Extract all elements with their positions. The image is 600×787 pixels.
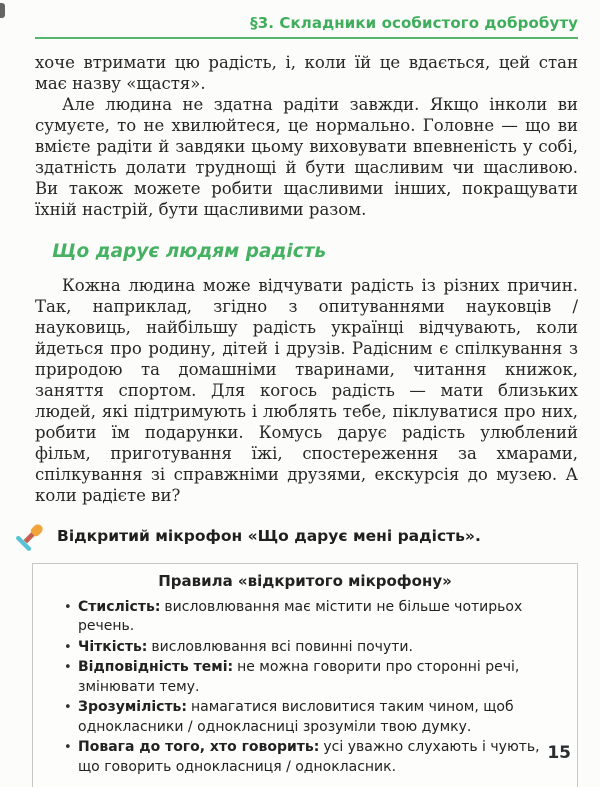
activity-label: Відкритий мікрофон «Що дарує мені радість». [57, 527, 481, 545]
rule-item [64, 638, 562, 658]
rule-item [64, 698, 562, 737]
rules-list [48, 598, 562, 778]
rule-text: усі уважно слухають і чують, що говорить однокласниця / однокласник. [78, 739, 540, 775]
section-subheading: Що дарує людям радість [52, 241, 327, 262]
rule-text: не можна говорити про сторонні речі, змінювати тему. [78, 659, 520, 695]
rule-text: висловлювання всі повинні почути. [151, 638, 413, 655]
rule-text: висловлювання має містити не більше чотирьох речень. [78, 598, 523, 634]
rule-term: Зрозумілість: [78, 699, 188, 715]
running-header-title: §3. Складники особистого добробуту [250, 14, 578, 32]
rule-term: Стислість: [78, 598, 161, 615]
paragraph: Але людина не здатна радіти завжди. Якщо інколи ви сумуєте, то не хвилюйтеся, це нормально. Головне — що ви вмієте радіти й завдяки цьому виховувати впевненість у собі, здатність долати труднощі й бути щасливим чи щасливою. Ви також можете робити щасливими інших, покращувати їхній настрій, бути щасливими разом. [35, 95, 578, 219]
rules-box-title: Правила «відкритого мікрофону» [158, 572, 452, 590]
activity-row [14, 519, 578, 553]
rule-item [64, 598, 562, 637]
rule-text: намагатися висловитися таким чином, щоб однокласники / однокласниці зрозуміли твою думку. [78, 699, 514, 735]
body-text [35, 275, 578, 506]
paragraph: хоче втримати цю радість, і, коли їй це вдається, цей стан має назву «щастя». [35, 53, 578, 93]
rule-term: Відповідність темі: [78, 659, 234, 675]
page-number: 15 [547, 743, 571, 763]
paragraph: Кожна людина може відчувати радість із різних причин. Так, наприклад, згідно з опитуваннями науковців / науковиць, найбільшу радість українці відчувають, коли йдеться про родину, дітей і друзів. Радісним є спілкування з природою та домашніми тваринами, читання книжок, заняття спортом. Для когось радість — мати близьких людей, які підтримують і люблять тебе, піклуватися про них, робити їм подарунки. Комусь дарує радість улюблений фільм, приготування їжі, спостереження за хмарами, спілкування зі справжніми друзями, екскурсія до музею. А коли радієте ви? [35, 276, 578, 505]
rules-box [32, 563, 578, 787]
scan-edge-artifact [0, 3, 5, 18]
header-divider [35, 37, 578, 39]
rule-term: Чіткість: [78, 638, 148, 655]
rule-item [64, 738, 562, 777]
rule-item [64, 658, 562, 697]
body-text [35, 52, 578, 220]
microphone-icon [14, 519, 48, 553]
rule-term: Повага до того, хто говорить: [78, 739, 320, 755]
